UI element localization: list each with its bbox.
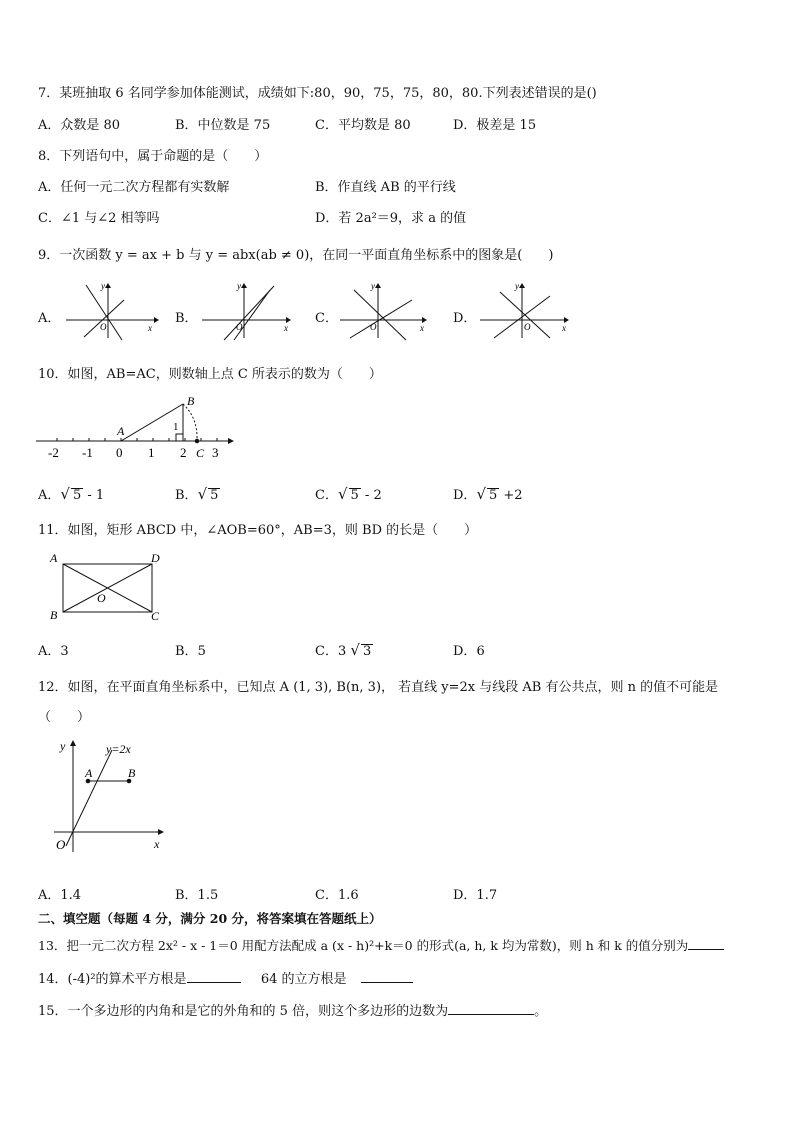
q12-coordinate-figure bbox=[50, 734, 175, 858]
q9-label-b: B． bbox=[175, 311, 198, 326]
y-axis-label: y bbox=[60, 739, 66, 753]
point-a-label: A bbox=[117, 424, 125, 438]
q14-line bbox=[38, 968, 413, 987]
q7-option-a: A．众数是 80 bbox=[38, 118, 121, 133]
q9d-origin-label: O bbox=[524, 322, 531, 332]
tick-label-2: 2 bbox=[180, 445, 187, 460]
q14-answer-blank-1[interactable] bbox=[187, 970, 241, 983]
q9b-x-label: x bbox=[284, 323, 288, 333]
q7-stem: 7．某班抽取 6 名同学参加体能测试，成绩如下:80，90，75，75，80，80.下列表述错误的是() bbox=[38, 86, 597, 101]
point-c-dot bbox=[195, 439, 200, 444]
vertex-a-label: A bbox=[50, 551, 58, 565]
right-angle-mark bbox=[176, 434, 183, 441]
q10-option-c: C．√ 5 - 2 bbox=[315, 485, 382, 503]
q13-line bbox=[38, 936, 724, 954]
q8-stem: 8．下列语句中，属于命题的是（ ） bbox=[38, 149, 268, 164]
q11-rectangle-figure bbox=[44, 548, 170, 628]
compass-arc bbox=[183, 404, 197, 441]
section-2-title: 二、填空题（每题 4 分，满分 20 分，将答案填在答题纸上） bbox=[38, 911, 382, 926]
q9-stem: 9．一次函数 y = ax + b 与 y = abx(ab ≠ 0)，在同一平面直角坐标系中的图象是( ) bbox=[38, 248, 554, 263]
q11-stem: 11．如图，矩形 ABCD 中，∠AOB=60°，AB=3，则 BD 的长是（ ） bbox=[38, 523, 478, 538]
q9d-x-label: x bbox=[562, 323, 566, 333]
q15-text: 15．一个多边形的内角和是它的外角和的 5 倍，则这个多边形的边数为 bbox=[38, 1004, 449, 1019]
q7-option-d: D．极差是 15 bbox=[453, 118, 537, 133]
q9-label-a: A． bbox=[38, 311, 61, 326]
q11-option-c: C．3 √ 3 bbox=[315, 641, 372, 659]
q9d-y-label: y bbox=[515, 281, 519, 291]
q10-option-b: B．√ 5 bbox=[175, 485, 219, 503]
point-b-label: B bbox=[128, 766, 136, 780]
q7-option-b: B．中位数是 75 bbox=[175, 118, 271, 133]
q13-answer-blank[interactable] bbox=[688, 937, 724, 950]
tick-label-0: 0 bbox=[116, 445, 123, 460]
q9a-origin-label: O bbox=[100, 322, 107, 332]
q12-option-d: D．1.7 bbox=[453, 888, 498, 903]
q9c-origin-label: O bbox=[370, 322, 377, 332]
vertex-d-label: D bbox=[151, 551, 160, 565]
q11-option-a: A．3 bbox=[38, 644, 69, 659]
q9-graph-a bbox=[62, 280, 162, 342]
q9c-x-label: x bbox=[420, 323, 424, 333]
point-b-label: B bbox=[187, 394, 195, 408]
height-label: 1 bbox=[173, 421, 179, 433]
line-label: y=2x bbox=[106, 742, 131, 756]
q11-option-b: B．5 bbox=[175, 644, 206, 659]
point-c-label: C bbox=[196, 446, 205, 460]
q15-end: 。 bbox=[534, 1004, 548, 1019]
q7-option-c: C．平均数是 80 bbox=[315, 118, 411, 133]
q9a-y-label: y bbox=[101, 281, 105, 291]
point-a-label: A bbox=[85, 766, 93, 780]
q10-option-a: A．√ 5 - 1 bbox=[38, 485, 105, 503]
origin-label: O bbox=[56, 837, 66, 852]
tick-label--2: -2 bbox=[48, 445, 59, 460]
q11-option-d: D．6 bbox=[453, 644, 485, 659]
vertex-b-label: B bbox=[50, 608, 58, 622]
q12-option-a: A．1.4 bbox=[38, 888, 82, 903]
q14-part2: 64 的立方根是 bbox=[260, 972, 347, 987]
q8-option-a: A．任何一元二次方程都有实数解 bbox=[38, 180, 230, 195]
q15-line bbox=[38, 1000, 547, 1019]
x-axis-label: x bbox=[154, 837, 160, 851]
q12-option-c: C．1.6 bbox=[315, 888, 359, 903]
q9a-x-label: x bbox=[148, 323, 152, 333]
q12-stem-cont: （ ） bbox=[38, 710, 91, 725]
q14-part1: 14．(-4)²的算术平方根是 bbox=[38, 972, 187, 987]
q8-option-c: C．∠1 与∠2 相等吗 bbox=[38, 211, 160, 226]
q12-option-b: B．1.5 bbox=[175, 888, 219, 903]
q9-graph-b bbox=[198, 280, 298, 342]
q9b-y-label: y bbox=[237, 281, 241, 291]
q10-stem: 10．如图，AB=AC，则数轴上点 C 所表示的数为（ ） bbox=[38, 367, 382, 382]
q9-graph-d bbox=[476, 280, 576, 342]
q9-label-c: C． bbox=[315, 311, 338, 326]
q13-text: 13．把一元二次方程 2x² - x - 1＝0 用配方法配成 a (x - h)²+k＝0 的形式(a, h, k 均为常数)，则 h 和 k 的值分别为 bbox=[38, 938, 689, 953]
q15-answer-blank[interactable] bbox=[448, 1002, 534, 1015]
tick-label--1: -1 bbox=[82, 445, 93, 460]
q8-option-b: B．作直线 AB 的平行线 bbox=[315, 180, 456, 195]
vertex-c-label: C bbox=[151, 609, 160, 623]
q9c-y-label: y bbox=[371, 281, 375, 291]
center-o-label: O bbox=[97, 591, 106, 605]
q10-option-d: D．√ 5 +2 bbox=[453, 485, 523, 503]
q10-number-line-figure bbox=[34, 390, 244, 462]
q9b-origin-label: O bbox=[236, 322, 243, 332]
tick-label-3: 3 bbox=[212, 445, 219, 460]
q9-label-d: D． bbox=[453, 311, 477, 326]
q9-graph-c bbox=[336, 280, 436, 342]
q12-stem: 12．如图，在平面直角坐标系中，已知点 A (1, 3), B(n, 3)， 若直线 y=2x 与线段 AB 有公共点，则 n 的值不可能是 bbox=[38, 680, 719, 695]
q8-option-d: D．若 2a²＝9，求 a 的值 bbox=[315, 211, 467, 226]
q14-answer-blank-2[interactable] bbox=[361, 970, 413, 983]
tick-label-1: 1 bbox=[148, 445, 155, 460]
